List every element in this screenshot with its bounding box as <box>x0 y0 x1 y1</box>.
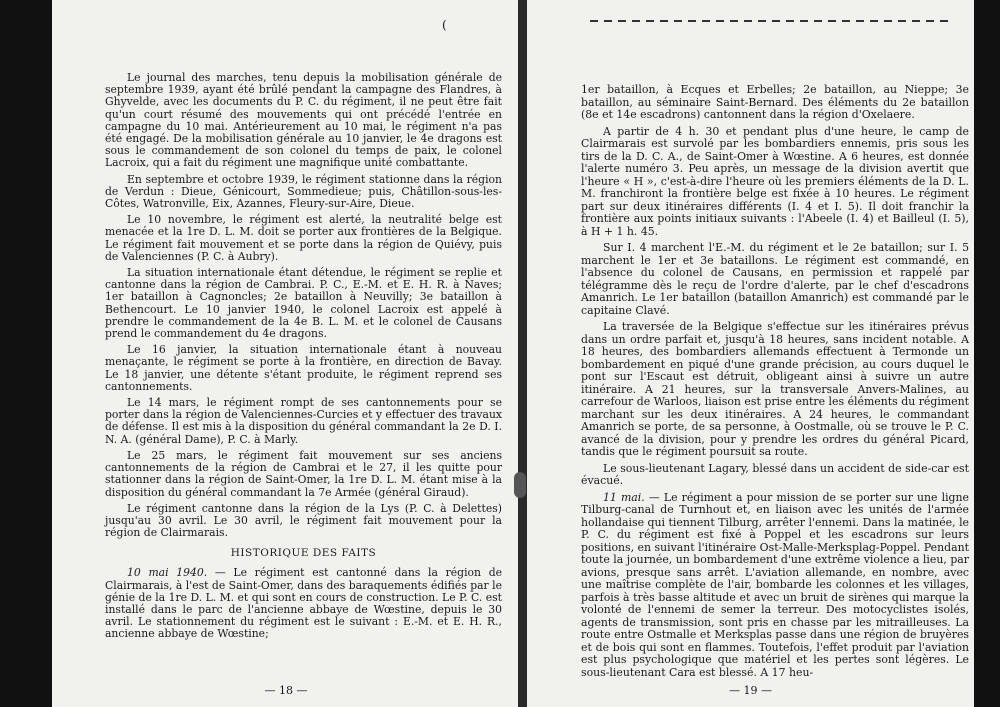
right-page <box>527 0 974 707</box>
paragraph: Le 25 mars, le régiment fait mouvement sur ses anciens cantonnements de la région de Cambrai et le 27, il les quitte pour stationner dans la région de Saint-Omer, la 1re D. L. M. étant mise à la disposition du général commandant la 7e Armée (général Giraud). <box>105 448 502 499</box>
binding-hole <box>514 472 526 498</box>
dated-paragraph-text: — Le régiment est cantonné dans la région de Clairmarais, à l'est de Saint-Omer, dans des baraquements édifiés par le génie de la 1re D. L. M. et qui sont en cours de construction. Le P. C. est installé dans le parc de l'ancienne abbaye de Wœstine, depuis le 30 avril. Le stationnement du régiment est le suivant : E.-M. et E. H. R., ancienne abbaye de Wœstine; <box>105 566 503 641</box>
date-label: 11 mai. <box>603 490 645 504</box>
top-edge-mark <box>590 20 950 22</box>
right-text-column <box>581 84 969 683</box>
page-number: — 18 — <box>264 684 308 697</box>
dated-paragraph-text: — Le régiment a pour mission de se porter sur une ligne Tilburg-canal de Turnhout et, en liaison avec les unités de l'armée hollandaise qui tiennent Tilburg, arrêter l'ennemi. Dans la matinée, le P. C. du régiment est fixé à Poppel et les escadrons sur leurs positions, en suivant l'itinéraire Ost-Malle-Merksplag-Poppel. Pendant toute la journée, un bombardement d'une extrême violence a lieu, par avions, presque sans arrêt. L'aviation allemande, en nombre, avec une maîtrise complète de l'air, bombarde les colonnes et les villages, parfois à très basse altitude et avec un bruit de sirènes qui marque la volonté de l'ennemi de semer la terreur. Des motocyclistes isolés, agents de transmission, sont pris en chasse par les mitrailleuses. La route entre Ostmalle et Merksplas passe dans une région de bruyères et de bois qui sont en flammes. Toutefois, l'effet produit par l'aviation est plus psychologique que matériel et les pertes sont légères. Le sous-lieutenant Cara est blessé. A 17 heu- <box>581 490 969 679</box>
paragraph: Le journal des marches, tenu depuis la mobilisation générale de septembre 1939, ayant été brûlé pendant la campagne des Flandres, à Ghyvelde, avec les documents du P. C. du régiment, il ne peut être fait qu'un court résumé des mouvements qui ont précédé l'entrée en campagne du 10 mai. Antérieurement au 10 mai, le régiment n'a pas été engagé. De la mobilisation générale au 10 janvier, le 4e dragons est sous le commandement de son colonel du temps de paix, le colonel Lacroix, qui a fait du régiment une magnifique unité combattante. <box>105 71 502 170</box>
paragraph: 1er bataillon, à Ecques et Erbelles; 2e bataillon, au Nieppe; 3e bataillon, au séminaire Saint-Bernard. Des éléments du 2e bataillon (8e et 14e escadrons) cantonnent dans la région d'Oxelaere. <box>581 83 969 121</box>
paragraph: Le 10 novembre, le régiment est alerté, la neutralité belge est menacée et la 1re D. L. M. doit se porter aux frontières de la Belgique. Le régiment fait mouvement et se porte dans la région de Quiévy, puis de Valenciennes (P. C. à Aubry). <box>105 213 502 263</box>
section-heading: HISTORIQUE DES FAITS <box>230 547 377 560</box>
left-page <box>52 0 520 707</box>
date-label: 10 mai 1940. <box>127 566 208 580</box>
paragraph: Le 14 mars, le régiment rompt de ses cantonnements pour se porter dans la région de Valenciennes-Curcies et y effectuer des travaux de défense. Il est mis à la disposition du général commandant la 2e D. I. N. A. (général Dame), P. C. à Marly. <box>105 396 502 446</box>
paragraph: Le 16 janvier, la situation internationale étant à nouveau menaçante, le régiment se porte à la frontière, en direction de Bavay. Le 18 janvier, une détente s'étant produite, le régiment reprend ses cantonnements. <box>105 343 502 393</box>
paragraph: La traversée de la Belgique s'effectue sur les itinéraires prévus dans un ordre parfait et, jusqu'à 18 heures, sans incident notable. A 18 heures, des bombardiers allemands effectuent à Termonde un bombardement en piqué d'une grande précision, au cours duquel le pont sur l'Escaut est détruit, obligeant ainsi à suivre un autre itinéraire. A 21 heures, sur la transversale Anvers-Malines, au carrefour de Warloos, liaison est prise entre les éléments du régiment marchant sur les deux itinéraires. A 24 heures, le commandant Amanrich se porte, de sa personne, à Oostmalle, où se trouve le P. C. avancé de la division, pour y prendre les ordres du général Picard, tandis que le régiment poursuit sa route. <box>581 320 969 458</box>
paragraph: Le sous-lieutenant Lagary, blessé dans un accident de side-car est évacué. <box>581 461 969 487</box>
paragraph: A partir de 4 h. 30 et pendant plus d'une heure, le camp de Clairmarais est survolé par les bombardiers ennemis, pris sous les tirs de la D. C. A., de Saint-Omer à Wœstine. A 6 heures, est donnée l'alerte numéro 3. Peu après, un message de la division avertit que l'heure « H », c'est-à-dire l'heure où les premiers éléments de la D. L. M. franchiront la frontière belge est fixée à 10 heures. Le régiment part sur deux itinéraires différents (I. 4 et I. 5). Il doit franchir la frontière aux points initiaux suivants : l'Abeele (I. 4) et Bailleul (I. 5), à H + 1 h. 45. <box>581 124 969 238</box>
paragraph: En septembre et octobre 1939, le régiment stationne dans la région de Verdun : Dieue, Génicourt, Sommedieue; puis, Châtillon-sous-les-Côtes, Watronville, Eix, Azannes, Fleury-sur-Aire, Dieue. <box>105 172 502 211</box>
page-number: — 19 — <box>729 684 772 697</box>
dated-paragraph <box>581 492 969 680</box>
left-text-column <box>105 72 502 645</box>
margin-mark: ( <box>442 18 447 32</box>
paragraph: La situation internationale étant détendue, le régiment se replie et cantonne dans la région de Cambrai. P. C., E.-M. et E. H. R. à Naves; 1er bataillon à Cagnoncles; 2e bataillon à Neuvilly; 3e bataillon à Bethencourt. Le 10 janvier 1940, le colonel Lacroix est appelé à prendre le commandement de la 4e B. L. M. et le colonel de Causans prend le commandement du 4e dragons. <box>105 266 502 341</box>
paragraph: Sur I. 4 marchent l'E.-M. du régiment et le 2e bataillon; sur I. 5 marchent le 1er et 3e bataillons. Le régiment est commandé, en l'absence du colonel de Causans, en permission et rappelé par télégramme dès le reçu de l'ordre d'alerte, par le chef d'escadrons Amanrich. Le 1er bataillon (bataillon Amanrich) est commandé par le capitaine Clavé. <box>581 241 969 317</box>
dated-paragraph <box>105 567 502 640</box>
paragraph: Le régiment cantonne dans la région de la Lys (P. C. à Delettes) jusqu'au 30 avril. Le 30 avril, le régiment fait mouvement pour la région de Clairmarais. <box>105 501 502 540</box>
